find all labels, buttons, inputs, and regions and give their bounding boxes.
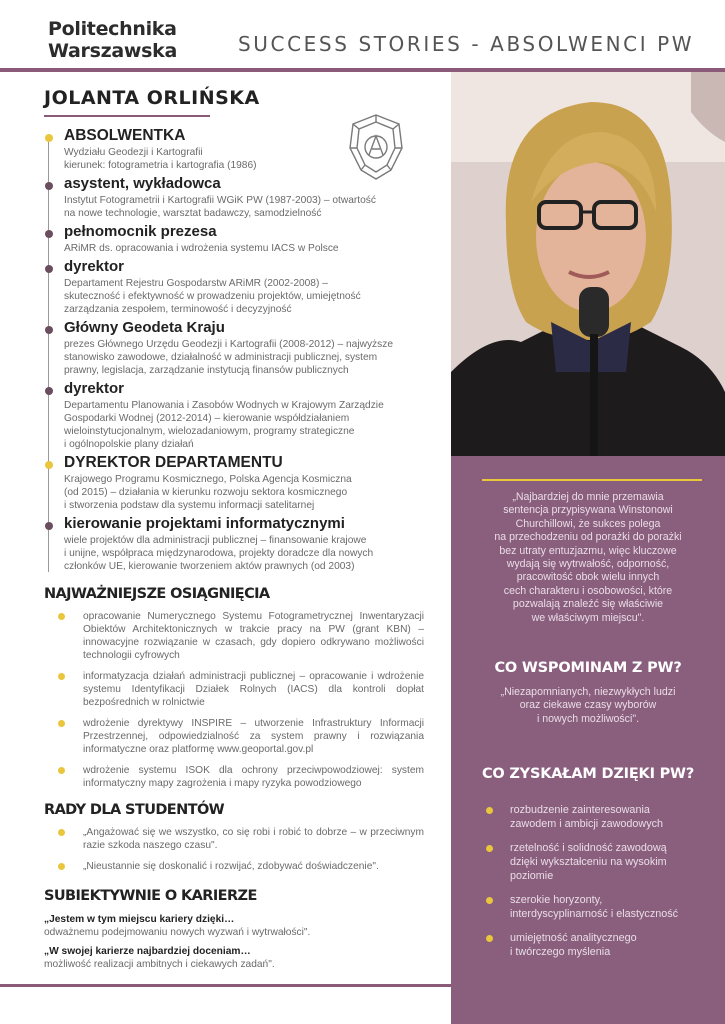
subjective-question-1: „Jestem w tym miejscu kariery dzięki… bbox=[44, 914, 235, 925]
timeline-dot bbox=[45, 230, 53, 238]
bullet-dot bbox=[58, 720, 65, 727]
achievement-item bbox=[58, 717, 424, 756]
subjective-entry-2 bbox=[44, 945, 434, 971]
achievement-item-text: opracowanie Numerycznego Systemu Fotogrametrycznej Inwentaryzacji Obiektów Architektonicznych w trakcie pracy na PW (grant KBN) – innowacyjne rozwiązanie w czasach, gdy dopiero odkrywano możliwości technologii cyfrowych bbox=[83, 611, 424, 661]
advice-item-text: „Angażować się we wszystko, co się robi i robić to dobrze – w przeciwnym razie szkoda naszego czasu". bbox=[83, 827, 424, 851]
career-description: Departament Rejestru Gospodarstw ARiMR (2002-2008) – skuteczność i efektywność w prowadzeniu projektów, umiejętność zarządzania zespołem, terminowość i decyzyjność bbox=[64, 278, 361, 315]
timeline-dot bbox=[45, 522, 53, 530]
bullet-dot bbox=[486, 897, 493, 904]
gained-item-text: szerokie horyzonty, interdyscyplinarność i elastyczność bbox=[510, 894, 679, 920]
gained-item bbox=[486, 931, 708, 959]
remember-text: „Niezapomnianych, niezwykłych ludzi oraz ciekawe czasy wyborów i nowych możliwości". bbox=[500, 686, 676, 725]
career-title: asystent, wykładowca bbox=[64, 175, 221, 192]
subjective-answer-1: odważnemu podejmowaniu nowych wyzwań i wytrwałości". bbox=[44, 927, 311, 938]
name-underline bbox=[44, 115, 210, 117]
sidebar-quote: „Najbardziej do mnie przemawia sentencja przypisywana Winstonowi Churchillowi, że sukces polega na przechodzeniu od porażki do porażki bez utraty entuzjazmu, więc kluczowe wydają się wytrwałość, odporność, pracowitość obok wielu innych cech charakteru i osobowości, które pozwalają znaleźć się właściwie we właściwym miejscu". bbox=[494, 491, 682, 624]
career-item bbox=[44, 318, 444, 377]
gained-item bbox=[486, 803, 708, 831]
career-title: ABSOLWENTKA bbox=[64, 127, 186, 144]
subjective-heading: SUBIEKTYWNIE O KARIERZE bbox=[44, 888, 257, 904]
career-title: dyrektor bbox=[64, 258, 125, 275]
portrait-photo bbox=[451, 72, 725, 456]
career-item bbox=[44, 453, 444, 512]
bottom-divider bbox=[0, 984, 455, 987]
gained-item bbox=[486, 893, 708, 921]
bullet-dot bbox=[486, 845, 493, 852]
bullet-dot bbox=[486, 807, 493, 814]
career-item bbox=[44, 514, 444, 573]
gained-item bbox=[486, 841, 708, 883]
advice-list bbox=[58, 826, 424, 881]
career-item bbox=[44, 257, 444, 316]
university-logo bbox=[48, 18, 177, 62]
bullet-dot bbox=[58, 767, 65, 774]
bullet-dot bbox=[58, 829, 65, 836]
career-description: wiele projektów dla administracji publicznej – finansowanie krajowe i unijne, współpraca międzynarodowa, projekty doradcze dla nowych członków UE, kierowanie tworzeniem aktów prawnych (od 2003) bbox=[64, 535, 374, 572]
achievement-item-text: wdrożenie dyrektywy INSPIRE – utworzenie Infrastruktury Informacji Przestrzennej, odpowiedzialność za system prawny i rozwiązania informatyczne oraz platformę www.geoportal.gov.pl bbox=[83, 718, 424, 755]
advice-heading: RADY DLA STUDENTÓW bbox=[44, 802, 225, 818]
gained-item-text: umiejętność analitycznego i twórczego myślenia bbox=[510, 932, 637, 958]
timeline-dot bbox=[45, 461, 53, 469]
subjective-question-2: „W swojej karierze najbardziej doceniam… bbox=[44, 946, 251, 957]
timeline-dot bbox=[45, 387, 53, 395]
achievement-item bbox=[58, 610, 424, 662]
subjective-entry-1 bbox=[44, 913, 434, 939]
advice-item-text: „Nieustannie się doskonalić i rozwijać, zdobywać doświadczenie". bbox=[83, 861, 379, 872]
achievement-item bbox=[58, 670, 424, 709]
achievements-heading: NAJWAŻNIEJSZE OSIĄGNIĘCIA bbox=[44, 586, 270, 602]
bullet-dot bbox=[486, 935, 493, 942]
career-description: prezes Głównego Urzędu Geodezji i Kartografii (2008-2012) – najwyższe stanowisko zawodowe, działalność w administracji publicznej, system prawny, legislacja, zarządzanie instytucją finansów publicznych bbox=[64, 339, 393, 376]
timeline-dot bbox=[45, 134, 53, 142]
gained-item-text: rzetelność i solidność zawodową dzięki wykształceniu na wysokim poziomie bbox=[510, 842, 667, 882]
career-item bbox=[44, 174, 444, 220]
person-name: JOLANTA ORLIŃSKA bbox=[44, 87, 260, 109]
career-title: pełnomocnik prezesa bbox=[64, 223, 217, 240]
portrait-illustration bbox=[451, 72, 725, 456]
bullet-dot bbox=[58, 673, 65, 680]
achievement-item-text: informatyzacja działań administracji publicznej – opracowanie i wdrożenie systemu Identyfikacji Działek Rolnych (IACS) dla kontroli dopłat bezpośrednich w rolnictwie bbox=[83, 671, 424, 708]
sidebar-accent-rule bbox=[482, 479, 702, 481]
career-title: DYREKTOR DEPARTAMENTU bbox=[64, 454, 283, 471]
gained-heading: CO ZYSKAŁAM DZIĘKI PW? bbox=[481, 766, 695, 782]
career-item bbox=[44, 379, 444, 451]
timeline-dot bbox=[45, 265, 53, 273]
career-description: ARiMR ds. opracowania i wdrożenia systemu IACS w Polsce bbox=[64, 243, 339, 254]
achievement-item bbox=[58, 764, 424, 790]
achievement-item-text: wdrożenie systemu ISOK dla ochrony przeciwpowodziowej: system informatyczny mapy zagrożenia i mapy ryzyka powodziowego bbox=[83, 765, 424, 789]
career-description: Krajowego Programu Kosmicznego, Polska Agencja Kosmiczna (od 2015) – działania w kierunku rozwoju sektora kosmicznego i stworzenia podstaw dla systemu informacji satelitarnej bbox=[64, 474, 352, 511]
career-item bbox=[44, 222, 444, 255]
timeline-dot bbox=[45, 182, 53, 190]
timeline-dot bbox=[45, 326, 53, 334]
bullet-dot bbox=[58, 863, 65, 870]
career-item bbox=[44, 126, 444, 172]
bullet-dot bbox=[58, 613, 65, 620]
career-description: Departamentu Planowania i Zasobów Wodnych w Krajowym Zarządzie Gospodarki Wodnej (2012-2014) – kierowanie współdziałaniem wieloinstytucjonalnym, wielozadaniowym, programy strategiczne i ogólnopolskie plany działań bbox=[64, 400, 384, 450]
page-header-title: SUCCESS STORIES - ABSOLWENCI PW bbox=[238, 32, 695, 56]
career-title: kierowanie projektami informatycznymi bbox=[64, 515, 345, 532]
logo-line-2: Warszawska bbox=[48, 40, 177, 62]
achievements-list bbox=[58, 610, 424, 798]
career-timeline bbox=[44, 126, 444, 575]
subjective-answer-2: możliwość realizacji ambitnych i ciekawych zadań". bbox=[44, 959, 275, 970]
advice-item bbox=[58, 826, 424, 852]
logo-line-1: Politechnika bbox=[48, 18, 177, 40]
career-title: Główny Geodeta Kraju bbox=[64, 319, 225, 336]
career-description: Wydziału Geodezji i Kartografii kierunek: fotogrametria i kartografia (1986) bbox=[64, 147, 257, 171]
career-title: dyrektor bbox=[64, 380, 125, 397]
career-description: Instytut Fotogrametrii i Kartografii WGiK PW (1987-2003) – otwartość na nowe technologie, warsztat badawczy, samodzielność bbox=[64, 195, 376, 219]
advice-item bbox=[58, 860, 424, 873]
remember-heading: CO WSPOMINAM Z PW? bbox=[494, 660, 682, 676]
gained-item-text: rozbudzenie zainteresowania zawodem i ambicji zawodowych bbox=[510, 804, 664, 830]
gained-list bbox=[486, 803, 708, 969]
